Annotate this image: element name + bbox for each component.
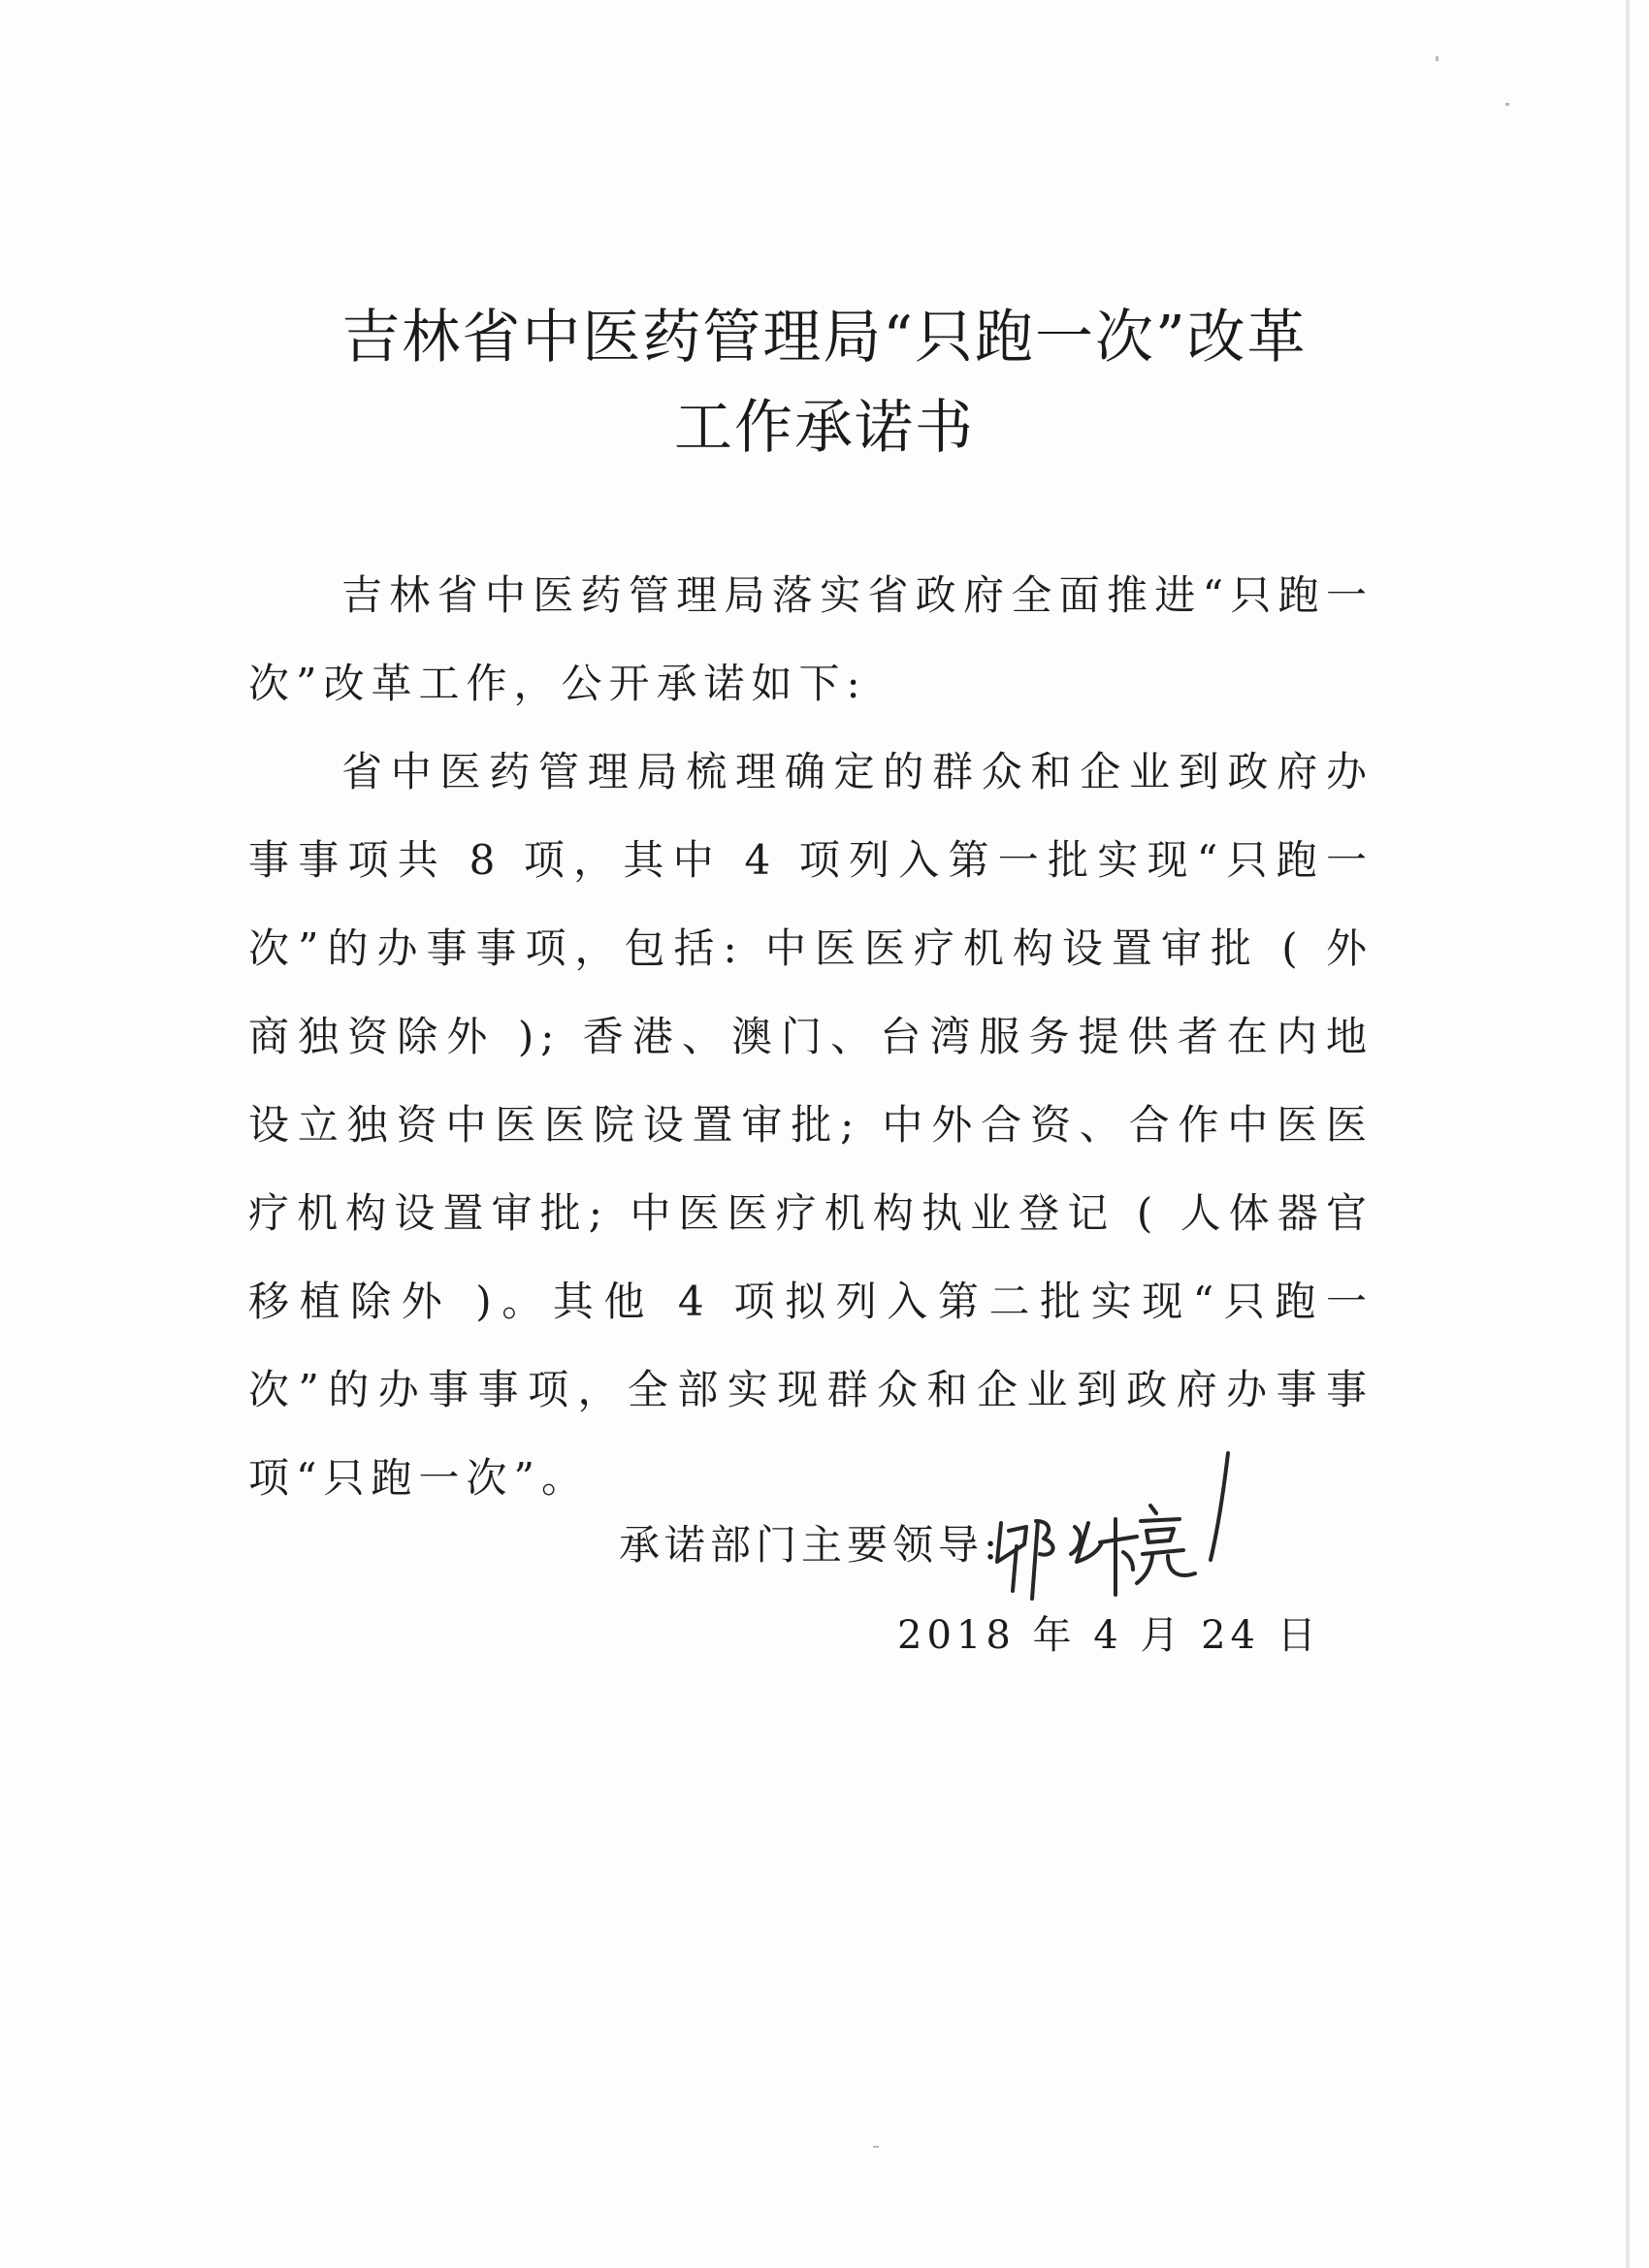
intro-paragraph: 吉林省中医药管理局落实省政府全面推进“只跑一次”改革工作，公开承诺如下: [248,571,1374,707]
document-title-line-1: 吉林省中医药管理局“只跑一次”改革 [341,304,1308,372]
commitment-paragraph: 省中医药管理局梳理确定的群众和企业到政府办事事项共 8 项，其中 4 项列入第一批实现“只跑一次”的办事事项，包括: 中医医疗机构设置审批 ( 外商独资除外 ); 香港、澳门、台湾服务提供者在内地设立独资中医医院设置审批; 中外合资、合作中医医疗机构设置审批; 中医医疗机构执业登记 ( 人体器官移植除外 )。其他 4 项拟列入第二批实现“只跑一次”的办事事项，全部实现群众和企业到政府办事事项“只跑一次”。 [248,748,1374,1502]
document-date: 2018 年 4 月 24 日 [897,1613,1321,1658]
handwritten-signature [980,1438,1271,1603]
scan-speck [873,2146,879,2148]
signer-label: 承诺部门主要领导: [619,1521,1003,1569]
scan-speck [1505,103,1509,106]
scan-speck [1436,56,1439,61]
document-title-line-2: 工作承诺书 [674,394,975,462]
